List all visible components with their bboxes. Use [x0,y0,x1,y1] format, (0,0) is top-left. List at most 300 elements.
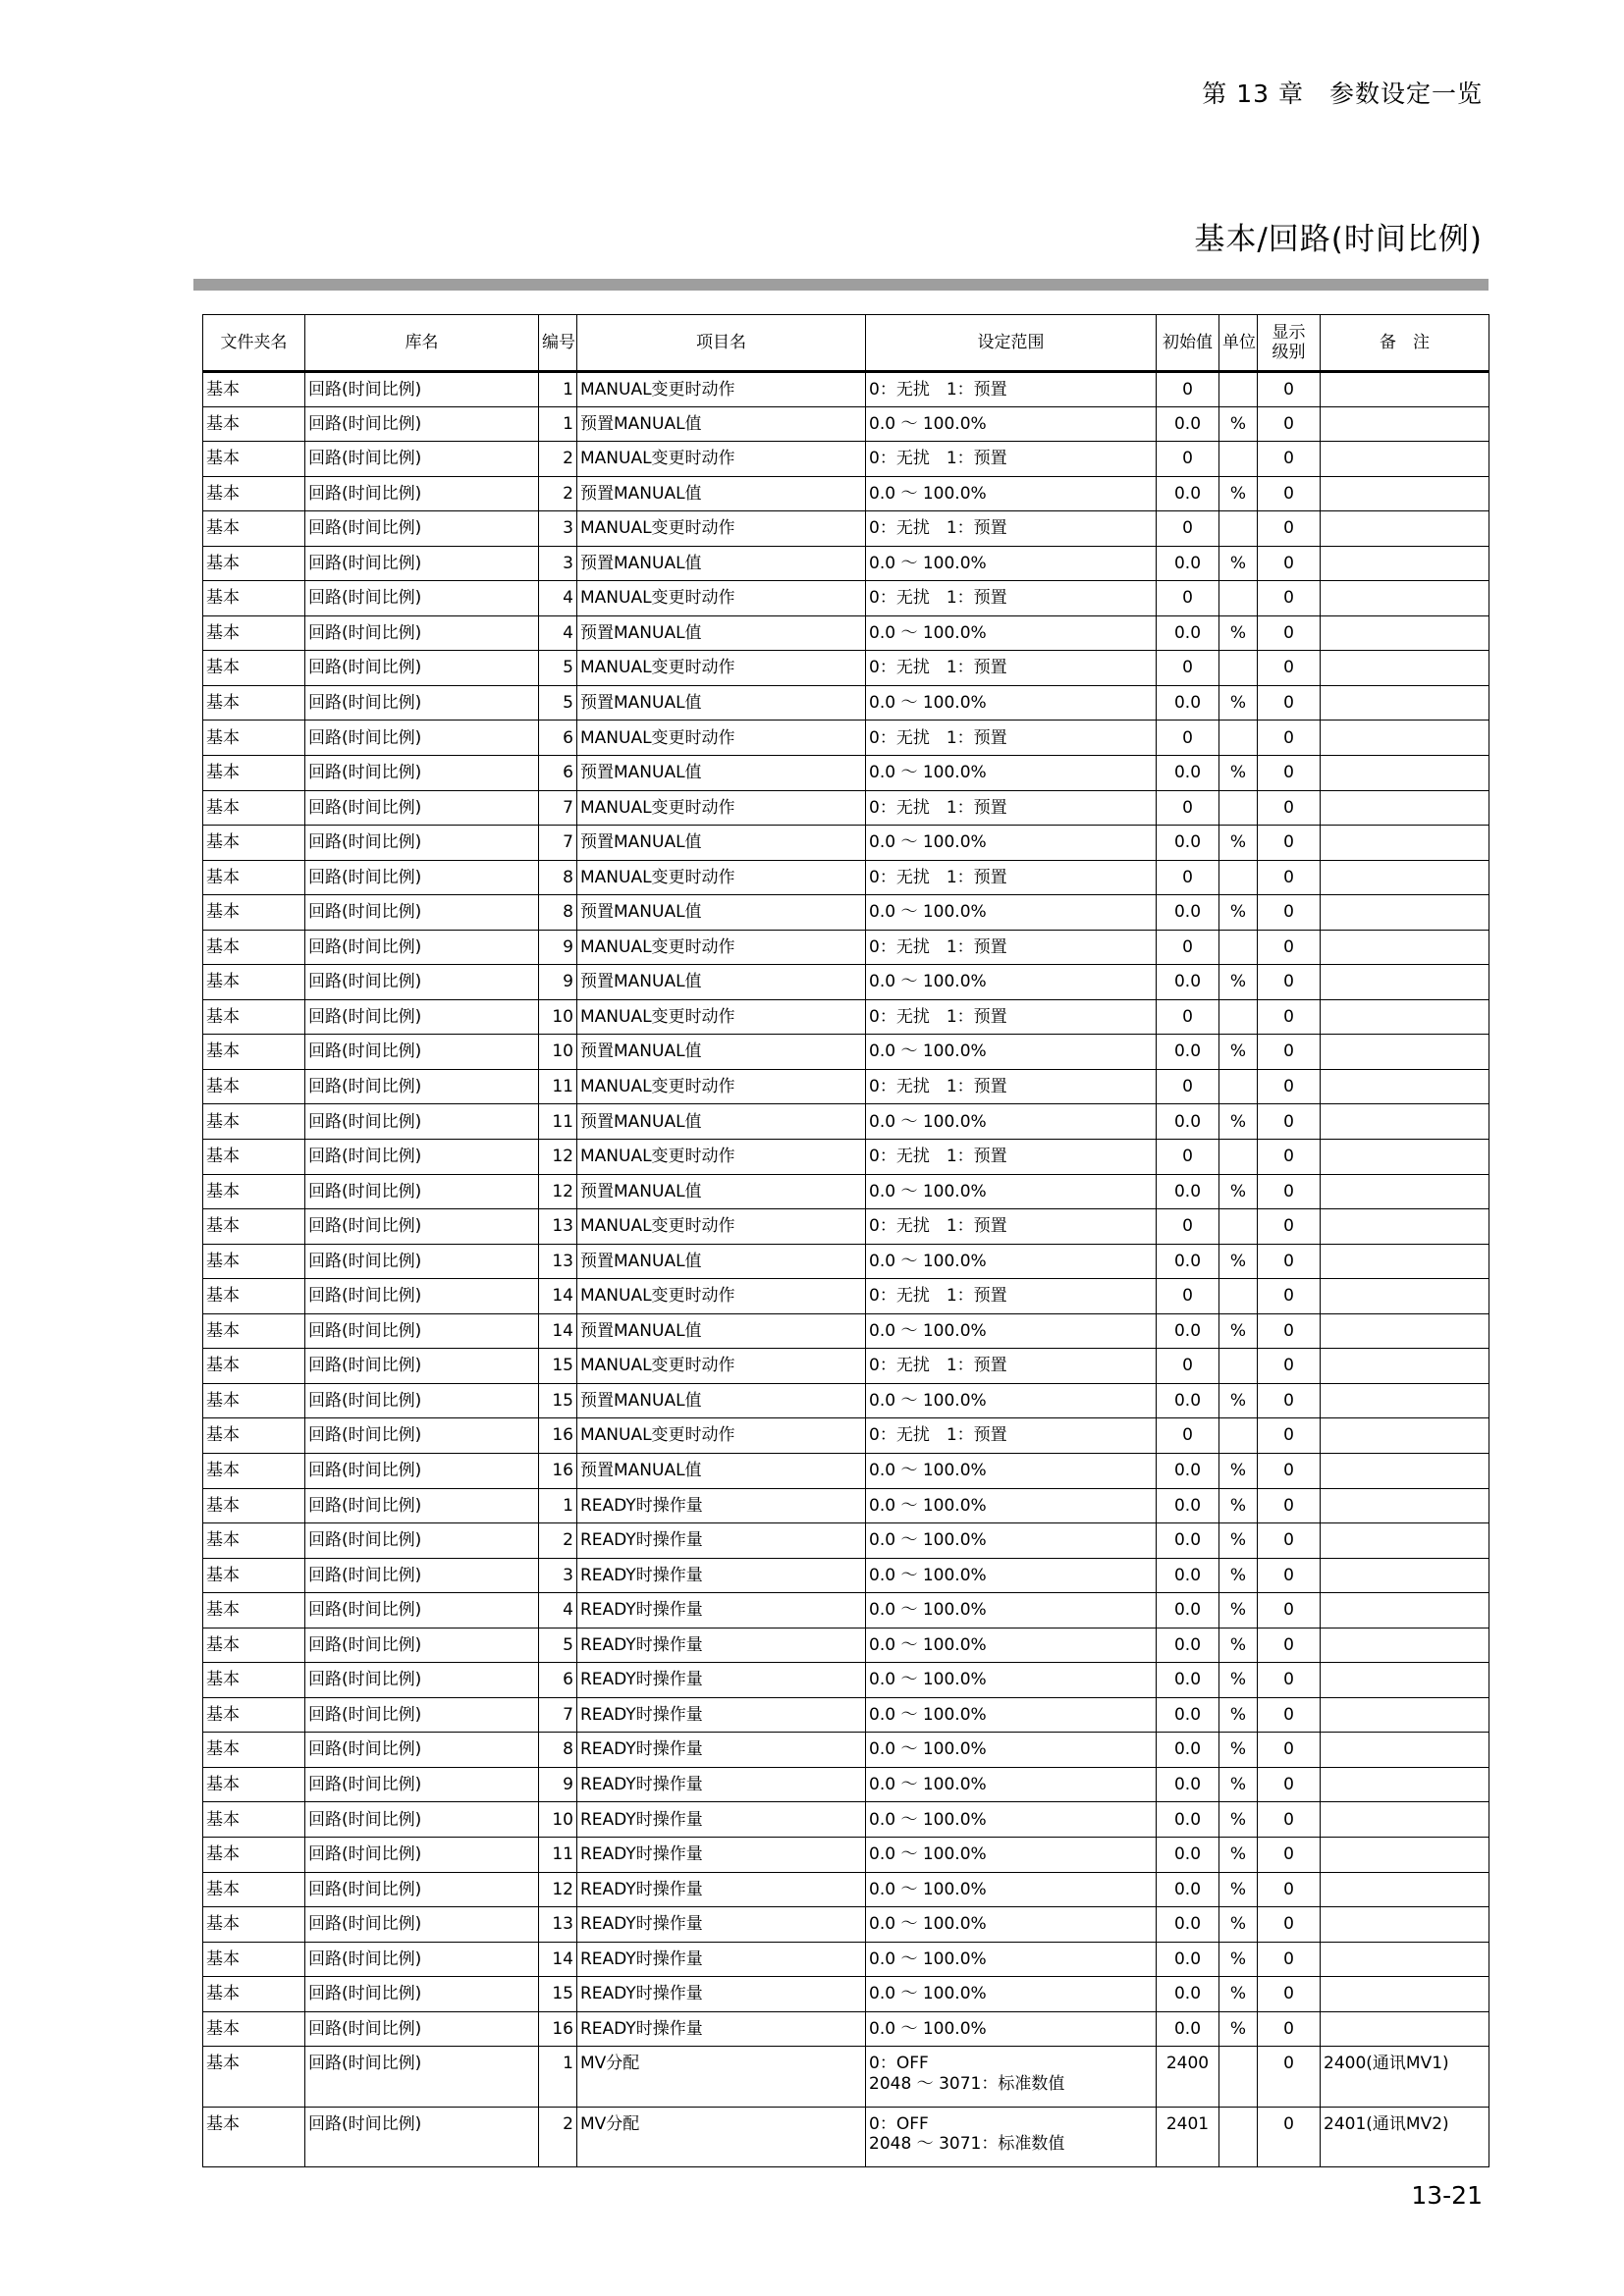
cell-note [1321,1628,1489,1663]
cell-library: 回路(时间比例) [305,511,539,547]
table-row [203,1767,1489,1802]
cell-number: 16 [539,1418,577,1454]
table-row [203,546,1489,581]
cell-display-level: 0 [1258,1349,1321,1384]
cell-initial: 0 [1157,860,1219,895]
cell-unit: % [1219,1035,1258,1070]
cell-display-level: 0 [1258,1418,1321,1454]
cell-unit: % [1219,1104,1258,1140]
table-row [203,1174,1489,1209]
cell-library: 回路(时间比例) [305,1558,539,1593]
cell-number: 11 [539,1837,577,1872]
cell-library: 回路(时间比例) [305,2107,539,2167]
cell-number: 3 [539,546,577,581]
cell-number: 6 [539,1663,577,1698]
table-row [203,1209,1489,1245]
cell-note [1321,1697,1489,1733]
cell-library: 回路(时间比例) [305,999,539,1035]
cell-initial: 0.0 [1157,1767,1219,1802]
section-title: 基本/回路(时间比例) [1194,222,1483,257]
cell-note [1321,790,1489,826]
cell-library: 回路(时间比例) [305,476,539,511]
cell-number: 2 [539,1523,577,1559]
table-row [203,2011,1489,2047]
cell-unit: % [1219,826,1258,861]
cell-library: 回路(时间比例) [305,1802,539,1838]
cell-note [1321,721,1489,756]
cell-item: READY时操作量 [577,2011,866,2047]
cell-range: 0：无扰 1：预置 [866,1418,1157,1454]
cell-range: 0：无扰 1：预置 [866,999,1157,1035]
cell-range: 0.0 ～ 100.0% [866,1977,1157,2012]
cell-range: 0：无扰 1：预置 [866,1349,1157,1384]
cell-display-level: 0 [1258,895,1321,931]
col-header-library: 库名 [305,315,539,372]
cell-number: 11 [539,1069,577,1104]
cell-library: 回路(时间比例) [305,1418,539,1454]
col-header-range: 设定范围 [866,315,1157,372]
cell-display-level: 0 [1258,1802,1321,1838]
cell-number: 6 [539,721,577,756]
table-row [203,1313,1489,1349]
cell-range: 0：无扰 1：预置 [866,1140,1157,1175]
cell-display-level: 0 [1258,1872,1321,1907]
cell-unit [1219,511,1258,547]
cell-folder: 基本 [203,790,305,826]
cell-range: 0.0 ～ 100.0% [866,1488,1157,1523]
cell-number: 2 [539,2107,577,2167]
cell-unit [1219,930,1258,965]
cell-range: 0：无扰 1：预置 [866,1279,1157,1314]
table-row [203,372,1489,407]
cell-item: 预置MANUAL值 [577,406,866,442]
cell-unit [1219,860,1258,895]
cell-number: 15 [539,1349,577,1384]
page-number: 13-21 [1411,2181,1483,2210]
cell-unit [1219,1140,1258,1175]
cell-note: 2401(通讯MV2) [1321,2107,1489,2167]
cell-folder: 基本 [203,826,305,861]
cell-library: 回路(时间比例) [305,1907,539,1943]
cell-note [1321,1907,1489,1943]
cell-library: 回路(时间比例) [305,1872,539,1907]
cell-range: 0.0 ～ 100.0% [866,1837,1157,1872]
cell-item: READY时操作量 [577,1593,866,1629]
cell-folder: 基本 [203,1035,305,1070]
cell-library: 回路(时间比例) [305,372,539,407]
cell-range [866,2047,1157,2108]
cell-folder: 基本 [203,1593,305,1629]
cell-display-level: 0 [1258,721,1321,756]
cell-display-level: 0 [1258,1140,1321,1175]
cell-display-level: 0 [1258,1942,1321,1977]
cell-library: 回路(时间比例) [305,930,539,965]
cell-display-level: 0 [1258,1313,1321,1349]
cell-note [1321,476,1489,511]
cell-unit: % [1219,1313,1258,1349]
table-row [203,999,1489,1035]
cell-library: 回路(时间比例) [305,1279,539,1314]
cell-initial: 0.0 [1157,1697,1219,1733]
cell-range: 0.0 ～ 100.0% [866,1383,1157,1418]
table-row [203,2047,1489,2108]
cell-item: 预置MANUAL值 [577,476,866,511]
cell-item: 预置MANUAL值 [577,1383,866,1418]
cell-range: 0.0 ～ 100.0% [866,406,1157,442]
col-header-initial: 初始值 [1157,315,1219,372]
cell-item: MANUAL变更时动作 [577,442,866,477]
cell-item: MANUAL变更时动作 [577,999,866,1035]
cell-unit [1219,442,1258,477]
cell-initial: 0 [1157,581,1219,616]
cell-unit: % [1219,1383,1258,1418]
cell-note [1321,442,1489,477]
cell-library: 回路(时间比例) [305,1767,539,1802]
cell-note [1321,615,1489,651]
cell-unit: % [1219,685,1258,721]
cell-range: 0.0 ～ 100.0% [866,1802,1157,1838]
table-row [203,1523,1489,1559]
table-row [203,1349,1489,1384]
cell-folder: 基本 [203,1802,305,1838]
table-row [203,1942,1489,1977]
cell-initial: 2401 [1157,2107,1219,2167]
cell-initial: 0 [1157,651,1219,686]
cell-range-line1: 0：OFF [869,2113,929,2134]
cell-range: 0.0 ～ 100.0% [866,1523,1157,1559]
cell-item: MANUAL变更时动作 [577,581,866,616]
cell-number: 10 [539,999,577,1035]
cell-display-level: 0 [1258,1035,1321,1070]
cell-note [1321,1069,1489,1104]
cell-display-level: 0 [1258,1837,1321,1872]
cell-folder: 基本 [203,721,305,756]
table-body [203,372,1489,2167]
cell-folder: 基本 [203,1453,305,1488]
cell-number: 12 [539,1140,577,1175]
cell-note [1321,2011,1489,2047]
cell-number: 1 [539,2047,577,2108]
cell-item: READY时操作量 [577,1802,866,1838]
table-row [203,1663,1489,1698]
cell-item: READY时操作量 [577,1977,866,2012]
cell-item: READY时操作量 [577,1942,866,1977]
cell-note [1321,546,1489,581]
cell-item: 预置MANUAL值 [577,965,866,1000]
cell-note [1321,511,1489,547]
cell-folder: 基本 [203,581,305,616]
cell-library: 回路(时间比例) [305,1069,539,1104]
cell-item: 预置MANUAL值 [577,1104,866,1140]
cell-range: 0：无扰 1：预置 [866,372,1157,407]
cell-item: 预置MANUAL值 [577,826,866,861]
cell-note [1321,860,1489,895]
cell-library: 回路(时间比例) [305,1628,539,1663]
table-row [203,930,1489,965]
cell-folder: 基本 [203,2107,305,2167]
cell-number: 13 [539,1244,577,1279]
table-row [203,1593,1489,1629]
table-row [203,1104,1489,1140]
cell-unit: % [1219,1733,1258,1768]
cell-library: 回路(时间比例) [305,1733,539,1768]
cell-item: MANUAL变更时动作 [577,721,866,756]
cell-number: 9 [539,930,577,965]
cell-note [1321,1593,1489,1629]
cell-number: 5 [539,1628,577,1663]
cell-number: 4 [539,615,577,651]
cell-note [1321,685,1489,721]
cell-display-level: 0 [1258,406,1321,442]
cell-number: 15 [539,1383,577,1418]
cell-initial: 0.0 [1157,476,1219,511]
cell-display-level: 0 [1258,930,1321,965]
cell-note [1321,1453,1489,1488]
cell-number: 7 [539,1697,577,1733]
cell-number: 14 [539,1942,577,1977]
cell-folder: 基本 [203,406,305,442]
cell-number: 9 [539,1767,577,1802]
cell-library: 回路(时间比例) [305,860,539,895]
cell-display-level: 0 [1258,651,1321,686]
cell-folder: 基本 [203,651,305,686]
cell-initial: 0.0 [1157,1872,1219,1907]
cell-initial: 0.0 [1157,1313,1219,1349]
cell-range: 0.0 ～ 100.0% [866,1035,1157,1070]
table-row [203,476,1489,511]
cell-item: READY时操作量 [577,1488,866,1523]
cell-note [1321,1349,1489,1384]
cell-item: MANUAL变更时动作 [577,790,866,826]
cell-folder: 基本 [203,930,305,965]
cell-initial: 0.0 [1157,965,1219,1000]
cell-library: 回路(时间比例) [305,965,539,1000]
cell-library: 回路(时间比例) [305,1383,539,1418]
cell-item: MANUAL变更时动作 [577,1069,866,1104]
table-row [203,721,1489,756]
cell-unit [1219,1279,1258,1314]
table-row [203,1907,1489,1943]
cell-item: READY时操作量 [577,1628,866,1663]
cell-initial: 0.0 [1157,406,1219,442]
cell-display-level: 0 [1258,826,1321,861]
cell-library: 回路(时间比例) [305,1313,539,1349]
cell-display-level: 0 [1258,546,1321,581]
cell-initial: 0.0 [1157,1244,1219,1279]
cell-folder: 基本 [203,895,305,931]
cell-unit: % [1219,546,1258,581]
cell-library: 回路(时间比例) [305,1977,539,2012]
cell-library: 回路(时间比例) [305,790,539,826]
table-header-row [203,315,1489,372]
cell-display-level: 0 [1258,1628,1321,1663]
cell-number: 12 [539,1872,577,1907]
cell-library: 回路(时间比例) [305,2047,539,2108]
cell-number: 8 [539,895,577,931]
cell-library: 回路(时间比例) [305,1697,539,1733]
cell-folder: 基本 [203,1488,305,1523]
table-row [203,615,1489,651]
cell-range: 0：无扰 1：预置 [866,860,1157,895]
cell-unit: % [1219,1453,1258,1488]
cell-note [1321,1140,1489,1175]
cell-note [1321,1418,1489,1454]
cell-folder: 基本 [203,1558,305,1593]
cell-unit: % [1219,965,1258,1000]
cell-unit [1219,1069,1258,1104]
cell-display-level: 0 [1258,1558,1321,1593]
cell-library: 回路(时间比例) [305,1209,539,1245]
cell-folder: 基本 [203,1140,305,1175]
chapter-heading: 第 13 章 参数设定一览 [1202,80,1483,108]
cell-folder: 基本 [203,372,305,407]
cell-number: 15 [539,1977,577,2012]
cell-initial: 0.0 [1157,1733,1219,1768]
cell-initial: 0.0 [1157,1523,1219,1559]
cell-display-level: 0 [1258,999,1321,1035]
cell-number: 10 [539,1035,577,1070]
cell-item: READY时操作量 [577,1523,866,1559]
cell-display-level: 0 [1258,790,1321,826]
cell-item: 预置MANUAL值 [577,895,866,931]
cell-initial: 0 [1157,721,1219,756]
cell-library: 回路(时间比例) [305,1140,539,1175]
cell-folder: 基本 [203,1279,305,1314]
cell-range: 0：无扰 1：预置 [866,651,1157,686]
cell-initial: 0 [1157,1209,1219,1245]
cell-range: 0.0 ～ 100.0% [866,1558,1157,1593]
table-row [203,406,1489,442]
cell-range: 0：无扰 1：预置 [866,721,1157,756]
table-row [203,1279,1489,1314]
table-row [203,1418,1489,1454]
cell-note [1321,372,1489,407]
cell-number: 3 [539,1558,577,1593]
cell-number: 7 [539,790,577,826]
cell-range: 0：无扰 1：预置 [866,442,1157,477]
table-row [203,1488,1489,1523]
cell-library: 回路(时间比例) [305,1488,539,1523]
cell-initial: 0.0 [1157,685,1219,721]
cell-item: MV分配 [577,2107,866,2167]
cell-display-level: 0 [1258,1244,1321,1279]
cell-unit: % [1219,1558,1258,1593]
cell-unit: % [1219,1872,1258,1907]
cell-range: 0：无扰 1：预置 [866,930,1157,965]
cell-range: 0.0 ～ 100.0% [866,895,1157,931]
cell-note [1321,1488,1489,1523]
table-row [203,1140,1489,1175]
col-header-display-level [1258,315,1321,372]
table-row [203,1628,1489,1663]
cell-unit [1219,651,1258,686]
table-row [203,442,1489,477]
cell-range: 0.0 ～ 100.0% [866,826,1157,861]
cell-unit: % [1219,756,1258,791]
cell-note [1321,1174,1489,1209]
cell-initial: 0 [1157,999,1219,1035]
cell-number: 5 [539,685,577,721]
cell-initial: 0.0 [1157,1488,1219,1523]
cell-range: 0：无扰 1：预置 [866,1209,1157,1245]
cell-initial: 0.0 [1157,1035,1219,1070]
table-row [203,685,1489,721]
cell-item: READY时操作量 [577,1697,866,1733]
cell-folder: 基本 [203,511,305,547]
cell-item: READY时操作量 [577,1907,866,1943]
cell-folder: 基本 [203,685,305,721]
cell-folder: 基本 [203,1523,305,1559]
cell-initial: 0.0 [1157,1837,1219,1872]
cell-range: 0：无扰 1：预置 [866,511,1157,547]
cell-initial: 0.0 [1157,1558,1219,1593]
cell-display-level: 0 [1258,1767,1321,1802]
cell-initial: 0 [1157,1349,1219,1384]
cell-unit [1219,790,1258,826]
cell-item: MANUAL变更时动作 [577,651,866,686]
cell-initial: 0.0 [1157,1383,1219,1418]
cell-folder: 基本 [203,1942,305,1977]
cell-item: MANUAL变更时动作 [577,930,866,965]
cell-initial: 0 [1157,930,1219,965]
cell-item: MANUAL变更时动作 [577,1140,866,1175]
cell-item: 预置MANUAL值 [577,1174,866,1209]
cell-unit: % [1219,1488,1258,1523]
cell-range: 0.0 ～ 100.0% [866,546,1157,581]
cell-unit: % [1219,1663,1258,1698]
cell-note [1321,1244,1489,1279]
cell-range-line1: 0：OFF [869,2054,929,2074]
cell-library: 回路(时间比例) [305,1349,539,1384]
cell-folder: 基本 [203,546,305,581]
cell-library: 回路(时间比例) [305,615,539,651]
cell-item: 预置MANUAL值 [577,615,866,651]
cell-item: MANUAL变更时动作 [577,511,866,547]
cell-display-level: 0 [1258,1383,1321,1418]
cell-initial: 0.0 [1157,826,1219,861]
cell-folder: 基本 [203,1349,305,1384]
cell-folder: 基本 [203,2011,305,2047]
cell-initial: 0 [1157,1069,1219,1104]
cell-display-level: 0 [1258,1907,1321,1943]
cell-library: 回路(时间比例) [305,685,539,721]
cell-library: 回路(时间比例) [305,406,539,442]
cell-note [1321,1663,1489,1698]
table-row [203,1733,1489,1768]
cell-folder: 基本 [203,1697,305,1733]
cell-unit [1219,2107,1258,2167]
section-divider [193,279,1489,291]
cell-display-level: 0 [1258,1279,1321,1314]
cell-initial: 0.0 [1157,756,1219,791]
cell-folder: 基本 [203,476,305,511]
cell-library: 回路(时间比例) [305,1104,539,1140]
cell-item: 预置MANUAL值 [577,546,866,581]
cell-folder: 基本 [203,1872,305,1907]
cell-range: 0.0 ～ 100.0% [866,756,1157,791]
cell-folder: 基本 [203,965,305,1000]
cell-folder: 基本 [203,1244,305,1279]
table-row [203,511,1489,547]
cell-number: 4 [539,1593,577,1629]
cell-range: 0.0 ～ 100.0% [866,685,1157,721]
cell-display-level: 0 [1258,615,1321,651]
col-header-unit: 单位 [1219,315,1258,372]
cell-folder: 基本 [203,1418,305,1454]
table-row [203,1383,1489,1418]
cell-display-level: 0 [1258,1104,1321,1140]
cell-range: 0.0 ～ 100.0% [866,1872,1157,1907]
